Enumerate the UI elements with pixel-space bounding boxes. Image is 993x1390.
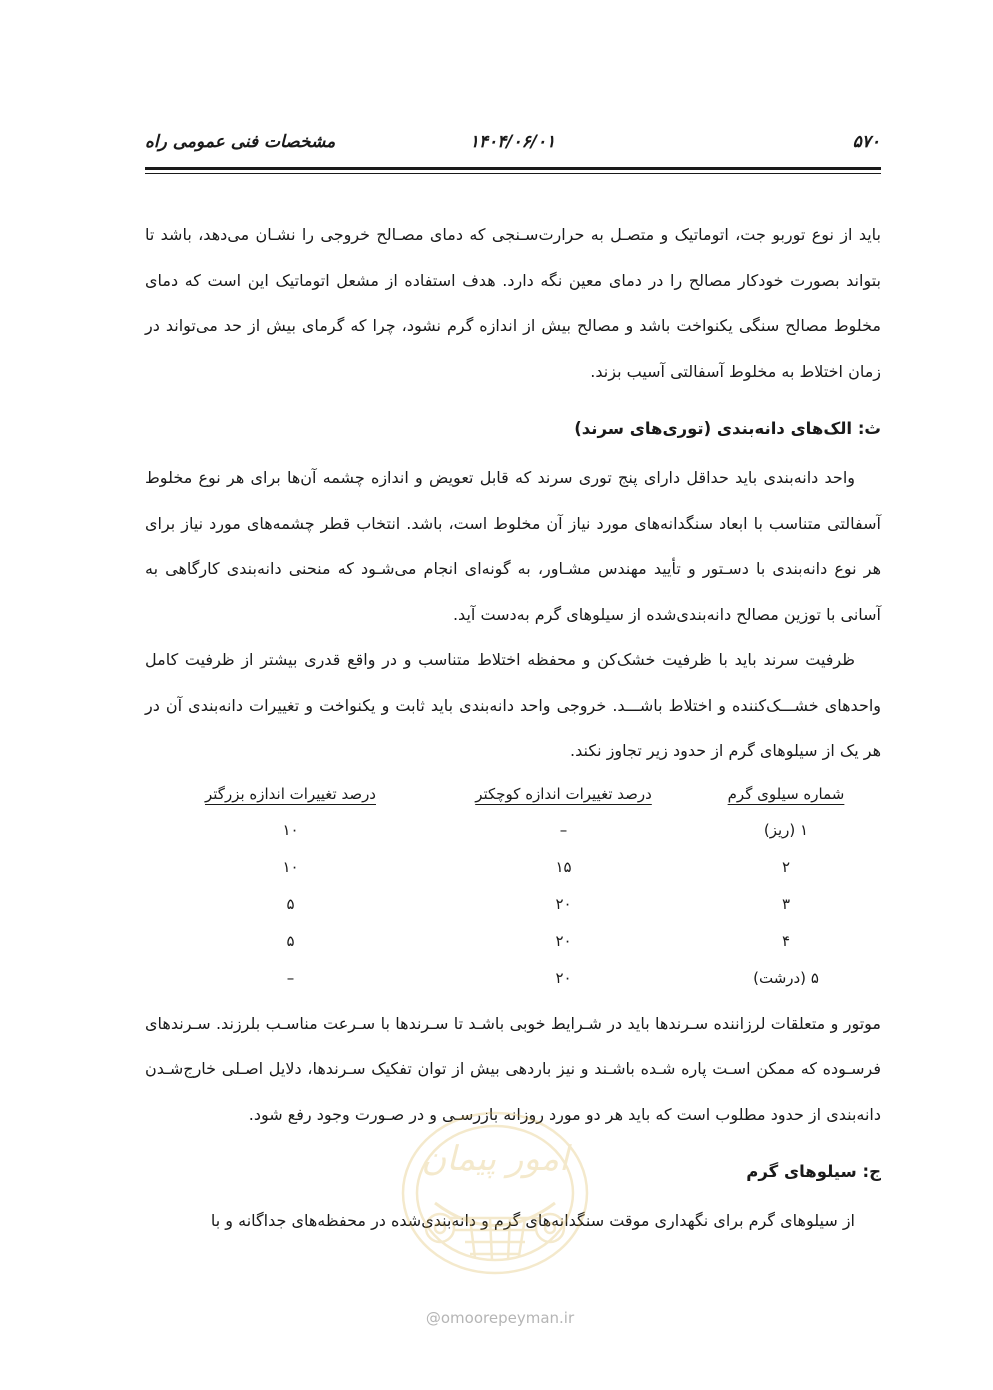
cell-silo: ۳ [781, 895, 791, 913]
table-row [145, 849, 881, 886]
cell-smaller: – [559, 821, 568, 839]
cell-larger: ۵ [286, 932, 295, 950]
header-silo-number: شماره سیلوی گرم [727, 784, 845, 803]
cell-silo: ۴ [781, 932, 791, 950]
table-row [145, 923, 881, 960]
cell-larger: ۱۰ [282, 821, 299, 839]
cell-silo: ۱ (ریز) [763, 821, 809, 839]
section-heading-hot-silos: ج: سیلوهای گرم [746, 1162, 881, 1181]
header-rule-thin [145, 173, 881, 174]
cell-larger: ۱۰ [282, 858, 299, 876]
document-title: مشخصات فنی عمومی راه [145, 132, 336, 152]
page-header [145, 118, 880, 168]
header-larger-size-change: درصد تغییرات اندازه بزرگتر [205, 784, 376, 803]
screens-paragraph-1: واحد دانه‌بندی باید حداقل دارای پنج توری سرند که قابل تعویض و اندازه چشمه آن‌ها برای هر نوع مخلوط آسفالتی متناسب با ابعاد سنگدانه‌های مورد نیاز آن مخلوط است، باشد. انتخاب قطر چشمه‌های مورد نیاز برای هر نوع دانه‌بندی با دسـتور و تأیید مهندس مشـاور، به گونه‌ای انجام می‌شـود که منحنی دانه‌بندی کارگاهی به آسانی با توزین مصالح دانه‌بندی‌شده از سیلوهای گرم به‌دست آید. [145, 468, 881, 624]
table-row [145, 886, 881, 923]
cell-silo: ۵ (درشت) [753, 969, 819, 987]
page-content [145, 212, 881, 1244]
svg-text:امور پیمان: امور پیمان [421, 1139, 569, 1179]
intro-paragraph: باید از نوع توربو جت، اتوماتیک و متصـل به حرارت‌سـنجی که دمای مصـالح خروجی را نشـان می‌دهد، باشد تا بتواند بصورت خودکار مصالح را در دمای معین نگه دارد. هدف استفاده از مشعل اتوماتیک این است که دمای مخلوط مصالح سنگی یکنواخت باشد و مصالح بیش از اندازه گرم نشود، چرا که گرمای بیش از حد می‌تواند در زمان اختلاط به مخلوط آسفالتی آسیب بزند. [145, 225, 881, 381]
screens-paragraph-2: ظرفیت سرند باید با ظرفیت خشک‌کن و محفظه اختلاط متناسب و در واقع قدری بیشتر از ظرفیت کامل واحدهای خشـــک‌کننده و اختلاط باشـــد. خروجی واحد دانه‌بندی باید ثابت و یکنواخت و تغییرات دانه‌بندی آن در هر یک از سیلوهای گرم از حدود زیر تجاوز نکند. [145, 650, 881, 760]
cell-larger: ۵ [286, 895, 295, 913]
cell-smaller: ۲۰ [555, 895, 572, 913]
watermark-url-text: omoorepeyman.ir [440, 1309, 575, 1327]
hot-silos-paragraph-1: از سیلوهای گرم برای نگهداری موقت سنگدانه‌های گرم و دانه‌بندی‌شده در محفظه‌های جداگانه و با [210, 1211, 855, 1230]
page-number: ۵۷۰ [852, 132, 880, 152]
table-row [145, 960, 881, 997]
watermark-url [400, 1309, 600, 1327]
table-header-row [145, 776, 881, 812]
silo-gradation-table [145, 776, 881, 997]
motor-paragraph: موتور و متعلقات لرزاننده سـرندها باید در شـرایط خوبی باشـد تا سـرندها با سـرعت مناسـب بلرزند. سـرندهای فرسـوده که ممکن اسـت پاره شـده باشـند و نیز باردهی بیش از توان تفکیک سـرندها، دلایل اصـلی خارج‌شـدن دانه‌بندی از حدود مطلوب است که باید هر دو مورد روزانه بازرسـی و در صـورت وجود رفع شود. [145, 1013, 881, 1124]
header-date: ۱۴۰۴/۰۶/۰۱ [469, 132, 556, 152]
cell-silo: ۲ [781, 858, 791, 876]
table-row [145, 812, 881, 849]
cell-smaller: ۲۰ [555, 969, 572, 987]
header-smaller-size-change: درصد تغییرات اندازه کوچکتر [475, 784, 652, 803]
cell-larger: – [286, 969, 295, 987]
section-heading-screens: ث: الک‌های دانه‌بندی (توری‌های سرند) [574, 419, 881, 438]
cell-smaller: ۲۰ [555, 932, 572, 950]
at-icon: @ [425, 1309, 441, 1327]
header-rule-thick [145, 167, 881, 170]
cell-smaller: ۱۵ [555, 858, 572, 876]
